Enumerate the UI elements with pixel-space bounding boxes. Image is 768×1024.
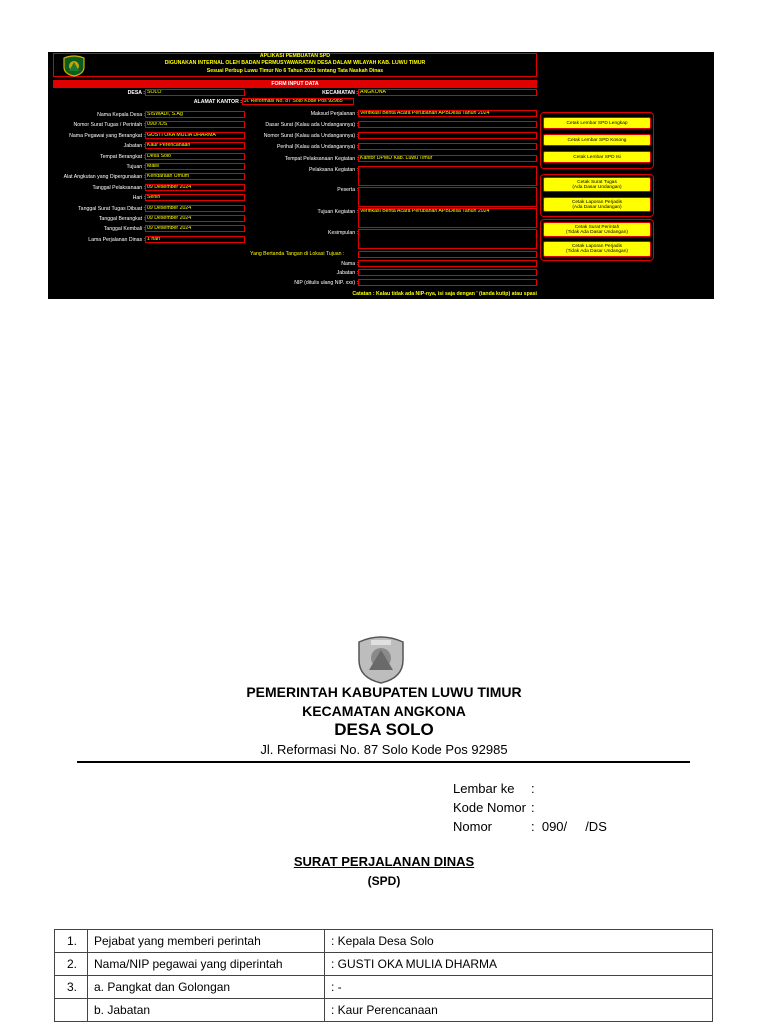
left-field-label: Nama Kepala Desa :: [97, 112, 145, 118]
meta-label: Lembar ke: [453, 781, 515, 796]
left-field-label: Alat Angkutan yang Dipergunakan :: [63, 174, 145, 181]
table-row: [55, 953, 713, 976]
spd-table: [54, 929, 713, 1022]
office-address: Jl. Reformasi No. 87 Solo Kode Pos 92985: [260, 742, 508, 757]
left-field-input[interactable]: 09 Desember 2024: [145, 184, 245, 191]
app-subtitle: DIGUNAKAN INTERNAL OLEH BADAN PERMUSYAWARATAN DESA DALAM WILAYAH KAB. LUWU TIMUR: [164, 60, 426, 66]
nomor-surat-field[interactable]: [358, 132, 537, 139]
left-field-label: Tanggal Pelaksanaan :: [92, 184, 145, 191]
jabatan-field[interactable]: [358, 269, 537, 276]
gov-line-3: DESA SOLO: [334, 720, 434, 739]
meta-label: Kode Nomor: [453, 800, 526, 815]
row-value: : Kaur Perencanaan: [325, 999, 713, 1022]
app-regulation: Sesuai Perbup Luwu Timur No 6 Tahun 2021 tentang Tata Naskah Dinas: [206, 68, 384, 74]
gov-line-1: PEMERINTAH KABUPATEN LUWU TIMUR: [246, 684, 522, 700]
kabupaten-emblem-icon: [355, 634, 407, 684]
nip-label: NIP (ditulis ulang NIP. xxx) :: [294, 280, 358, 286]
left-field-input[interactable]: 09 Desember 2024: [145, 215, 245, 222]
cetak-surat-tugas-button[interactable]: Cetak Surat Tugas (Ada Dasar Undangan): [543, 177, 651, 192]
row-num: 3.: [55, 976, 88, 999]
row-label: Nama/NIP pegawai yang diperintah: [88, 953, 325, 976]
pelaksana-field[interactable]: [358, 166, 537, 186]
left-field-label: Jabatan :: [123, 143, 145, 150]
document-title: SURAT PERJALANAN DINAS: [293, 854, 475, 869]
desa-field[interactable]: SOLO: [145, 89, 245, 96]
row-label: b. Jabatan: [88, 999, 325, 1022]
dasar-surat-field[interactable]: [358, 121, 537, 128]
cetak-laporan-tidak-undangan-button[interactable]: Cetak Laporan Perjadis (Tidak Ada Dasar Undangan): [543, 241, 651, 257]
left-field-input[interactable]: Malili: [145, 163, 245, 170]
cetak-laporan-perjadis-button[interactable]: Cetak Laporan Perjadis (Ada Dasar Undangan): [543, 197, 651, 212]
meta-label: Nomor: [453, 819, 493, 834]
meta-value: :: [531, 800, 535, 815]
catatan-note: Catatan : Kalau tidak ada NIP-nya, isi saja dengan ' (tanda kutip) atau spasi: [352, 291, 537, 297]
alamat-field[interactable]: Jl. Reformasi No. 87 Solo Kode Pos 92985: [242, 98, 354, 105]
left-field-input[interactable]: 090/ /DS: [145, 121, 245, 128]
ttd-label: Yang Bertanda Tangan di Lokasi Tujuan :: [250, 251, 345, 257]
cetak-spd-lengkap-button[interactable]: Cetak Lembar SPD Lengkap: [543, 117, 651, 129]
left-field-label: Tujuan :: [126, 164, 145, 170]
form-input-title: FORM INPUT DATA: [53, 80, 537, 88]
cetak-surat-perintah-button[interactable]: Cetak Surat Perintah (Tidak Ada Dasar Undangan): [543, 222, 651, 237]
nama-label: Nama :: [341, 261, 358, 267]
perihal-label: Perihal (Kalau ada Undangannya) :: [276, 144, 358, 150]
table-row: [55, 999, 713, 1022]
left-field-label: Lama Perjalanan Dinas :: [88, 236, 145, 243]
app-title: APLIKASI PEMBUATAN SPD: [259, 53, 331, 59]
meta-value: :: [531, 781, 535, 796]
left-field-input[interactable]: Desa Solo: [145, 153, 245, 160]
dasar-surat-label: Dasar Surat (Kalau ada Undangannya) :: [265, 122, 358, 128]
desa-label: DESA :: [127, 90, 145, 96]
ttd-field[interactable]: [358, 251, 537, 258]
left-field-label: Hari :: [132, 195, 145, 202]
left-field-input[interactable]: Kendaraan Umum: [145, 173, 245, 180]
row-num: [55, 999, 88, 1022]
peserta-field[interactable]: [358, 187, 537, 207]
tempat-pelaksanaan-label: Tempat Pelaksanaan Kegiatan :: [284, 156, 358, 162]
perihal-field[interactable]: [358, 143, 537, 150]
tujuan-kegiatan-field[interactable]: Verifikasi Berita Acara Perubahan APBDesa Tahun 2024: [358, 208, 537, 228]
row-label: a. Pangkat dan Golongan: [88, 976, 325, 999]
row-value: : Kepala Desa Solo: [325, 930, 713, 953]
kesimpulan-field[interactable]: [358, 229, 537, 249]
left-field-label: Tanggal Berangkat :: [98, 216, 145, 222]
alamat-label: ALAMAT KANTOR :: [193, 99, 242, 105]
left-field-input[interactable]: 09 Desember 2024: [145, 205, 245, 212]
cetak-spd-kosong-button[interactable]: Cetak Lembar SPD Kosong: [543, 134, 651, 146]
maksud-field[interactable]: Verifikasi Berita Acara Perubahan APBDesa Tahun 2024: [358, 110, 537, 117]
nomor-surat-label: Nomor Surat (Kalau ada Undangannya) :: [263, 133, 358, 139]
left-field-input[interactable]: GUSTI OKA MULIA DHARMA: [145, 132, 245, 139]
row-num: 2.: [55, 953, 88, 976]
header-divider: [77, 761, 690, 763]
tujuan-kegiatan-label: Tujuan Kegiatan :: [317, 209, 358, 215]
row-label: Pejabat yang memberi perintah: [88, 930, 325, 953]
document-subtitle: (SPD): [367, 874, 401, 888]
left-field-label: Nomor Surat Tugas / Perintah :: [73, 122, 145, 129]
jabatan-label: Jabatan :: [336, 270, 358, 276]
left-field-input[interactable]: Kaur Perencanaan: [145, 142, 245, 149]
nip-field[interactable]: [358, 279, 537, 286]
row-num: 1.: [55, 930, 88, 953]
kesimpulan-label: Kesimpulan :: [328, 230, 358, 236]
gov-line-2: KECAMATAN ANGKONA: [302, 703, 466, 719]
table-row: [55, 976, 713, 999]
maksud-label: Maksud Perjalanan :: [310, 111, 358, 117]
left-field-input[interactable]: 09 Desember 2024: [145, 225, 245, 232]
kecamatan-label: KECAMATAN :: [322, 90, 358, 96]
row-value: : GUSTI OKA MULIA DHARMA: [325, 953, 713, 976]
row-value: : -: [325, 976, 713, 999]
left-field-label: Nama Pegawai yang Berangkat :: [69, 132, 145, 139]
left-field-label: Tanggal Kembali :: [103, 226, 145, 233]
nama-field[interactable]: [358, 260, 537, 267]
left-field-label: Tempat Berangkat :: [100, 153, 145, 160]
left-field-label: Tanggal Surat Tugas Dibuat :: [78, 205, 145, 212]
cetak-spd-isi-button[interactable]: Cetak Lembar SPD Isi: [543, 151, 651, 163]
peserta-label: Peserta :: [337, 187, 358, 193]
left-field-input[interactable]: Senin: [145, 194, 245, 201]
tempat-pelaksanaan-field[interactable]: Kantor DPMD Kab. Luwu Timur: [358, 155, 537, 162]
kecamatan-field[interactable]: ANGKONA: [358, 89, 537, 96]
meta-value: : 090/ /DS: [531, 819, 607, 834]
spd-input-form: [48, 52, 714, 299]
pelaksana-label: Pelaksana Kegiatan :: [308, 167, 358, 173]
left-field-input[interactable]: SISWADI, S.Ag: [145, 111, 245, 118]
table-row: [55, 930, 713, 953]
left-field-input[interactable]: 1 hari: [145, 236, 245, 243]
